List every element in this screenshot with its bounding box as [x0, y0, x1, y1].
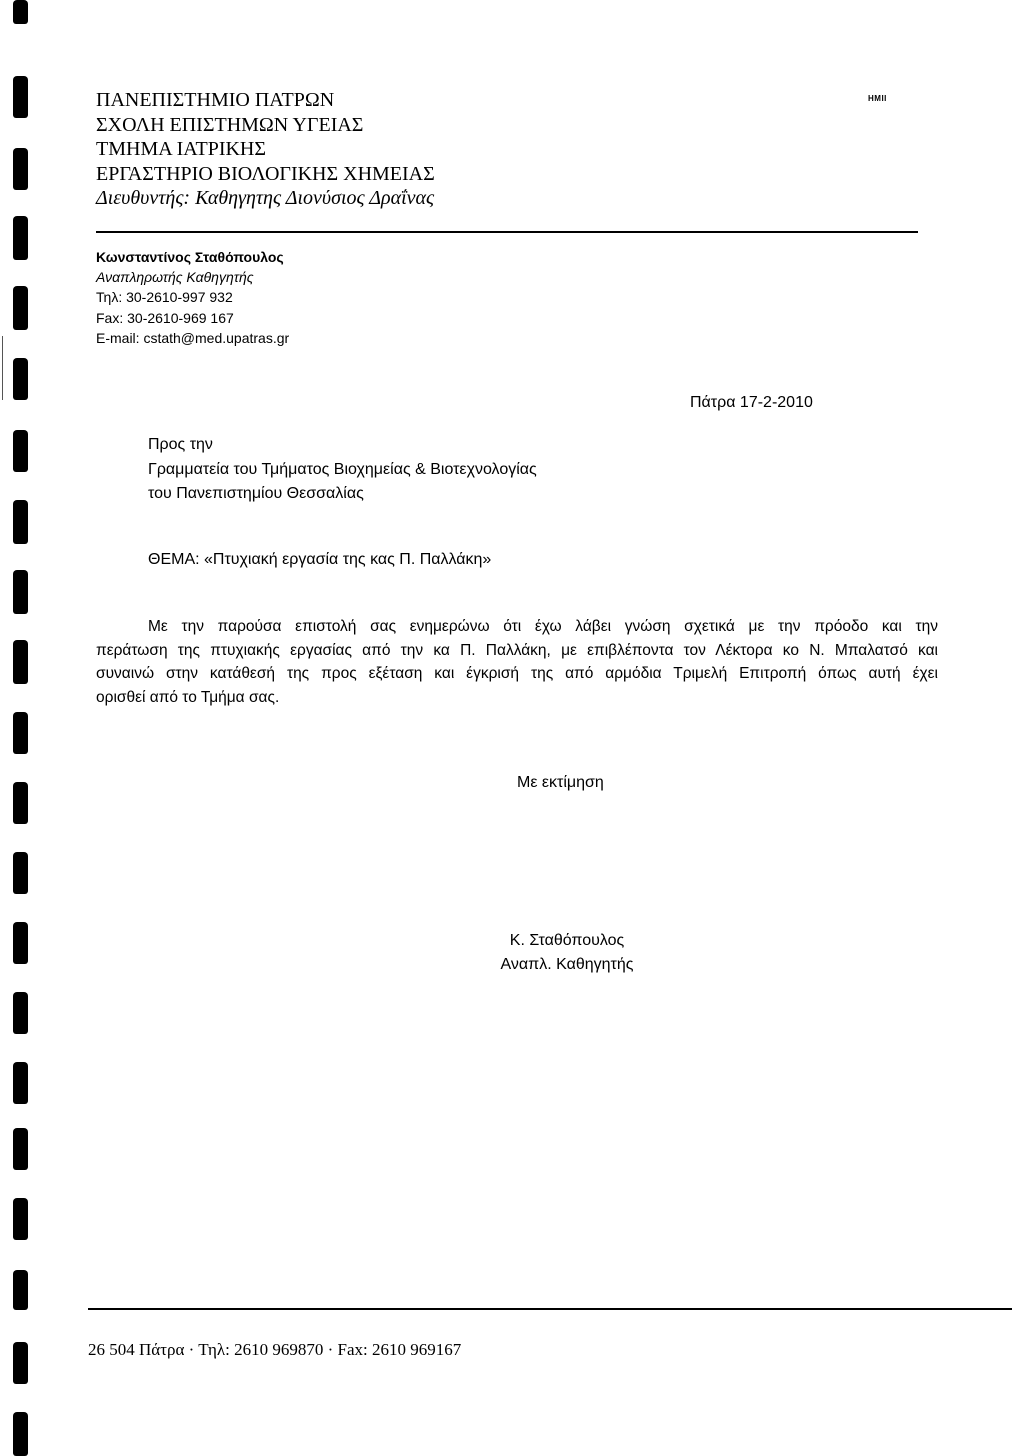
director-line: Διευθυντής: Καθηγητης Διονύσιος Δραΐνας [96, 187, 435, 210]
body-line-4: ορισθεί από το Τμήμα σας. [96, 689, 280, 707]
binding-hole-mark [13, 76, 28, 118]
department-name: ΤΜΗΜΑ ΙΑΤΡΙΚΗΣ [96, 138, 266, 161]
binding-hole-mark [13, 782, 28, 824]
recipient-line-2: Γραμματεία του Τμήματος Βιοχημείας & Βιοτεχνολογίας [148, 460, 537, 478]
signature-block [467, 929, 667, 977]
corner-mark: ΗΜΙΙ [868, 94, 887, 103]
footer-address: 26 504 Πάτρα · Τηλ: 2610 969870 · Fax: 2610 969167 [88, 1340, 462, 1359]
binding-hole-mark [13, 1198, 28, 1240]
binding-hole-mark [13, 216, 28, 260]
binding-hole-mark [13, 148, 28, 190]
binding-hole-mark [13, 712, 28, 754]
school-name: ΣΧΟΛΗ ΕΠΙΣΤΗΜΩΝ ΥΓΕΙΑΣ [96, 113, 364, 136]
binding-hole-mark [13, 430, 28, 472]
binding-hole-mark [13, 286, 28, 330]
binding-hole-mark [13, 922, 28, 964]
body-line-1: Με την παρούσα επιστολή σας ενημερώνω ότι έχω λάβει γνώση σχετικά με την πρόοδο και την [148, 618, 938, 635]
university-name: ΠΑΝΕΠΙΣΤΗΜΙΟ ΠΑΤΡΩΝ [96, 89, 335, 111]
closing-salutation: Με εκτίμηση [517, 774, 604, 791]
sender-name: Κωνσταντίνος Σταθόπουλος [96, 249, 284, 265]
binding-hole-mark [13, 1412, 28, 1456]
binding-hole-mark [13, 852, 28, 894]
letter-date: Πάτρα 17-2-2010 [690, 394, 813, 411]
binding-hole-mark [13, 0, 28, 24]
recipient-line-1: Προς την [148, 436, 213, 453]
binding-hole-mark [13, 1342, 28, 1384]
letter-body [96, 615, 938, 710]
footer-divider [88, 1308, 1012, 1310]
sender-email: E-mail: cstath@med.upatras.gr [96, 329, 290, 346]
subject-line: ΘΕΜΑ: «Πτυχιακή εργασία της κας Π. Παλλάκη» [148, 551, 492, 568]
binding-hole-mark [13, 640, 28, 684]
signature-title: Αναπλ. Καθηγητής [500, 956, 634, 973]
body-line-2: περάτωση της πτυχιακής εργασίας από την κα Π. Παλλάκη, με επιβλέποντα τον Λέκτορα κο Ν. Μπαλατσό και [96, 641, 938, 659]
sender-title: Αναπληρωτής Καθηγητής [96, 269, 254, 286]
letterhead [96, 88, 435, 211]
binding-hole-mark [13, 500, 28, 544]
binding-hole-mark [13, 1270, 28, 1310]
recipient-line-3: του Πανεπιστημίου Θεσσαλίας [148, 485, 364, 502]
body-line-3: συναινώ στην κατάθεσή της προς εξέταση και έγκρισή της από αρμόδια Τριμελή Επιτροπή όπως αυτή έχει [96, 665, 938, 683]
binding-hole-mark [13, 570, 28, 614]
binding-hole-mark [13, 1062, 28, 1104]
sender-phone: Τηλ: 30-2610-997 932 [96, 289, 233, 306]
binding-hole-mark [13, 358, 28, 400]
header-divider [96, 231, 918, 233]
scan-edge-line [2, 336, 3, 400]
sender-fax: Fax: 30-2610-969 167 [96, 309, 234, 326]
laboratory-name: ΕΡΓΑΣΤΗΡΙΟ ΒΙΟΛΟΓΙΚΗΣ ΧΗΜΕΙΑΣ [96, 162, 435, 185]
binding-hole-mark [13, 1128, 28, 1170]
sender-block [96, 247, 289, 348]
recipient-block [148, 433, 537, 507]
binding-hole-mark [13, 992, 28, 1034]
signature-name: Κ. Σταθόπουλος [509, 932, 625, 949]
